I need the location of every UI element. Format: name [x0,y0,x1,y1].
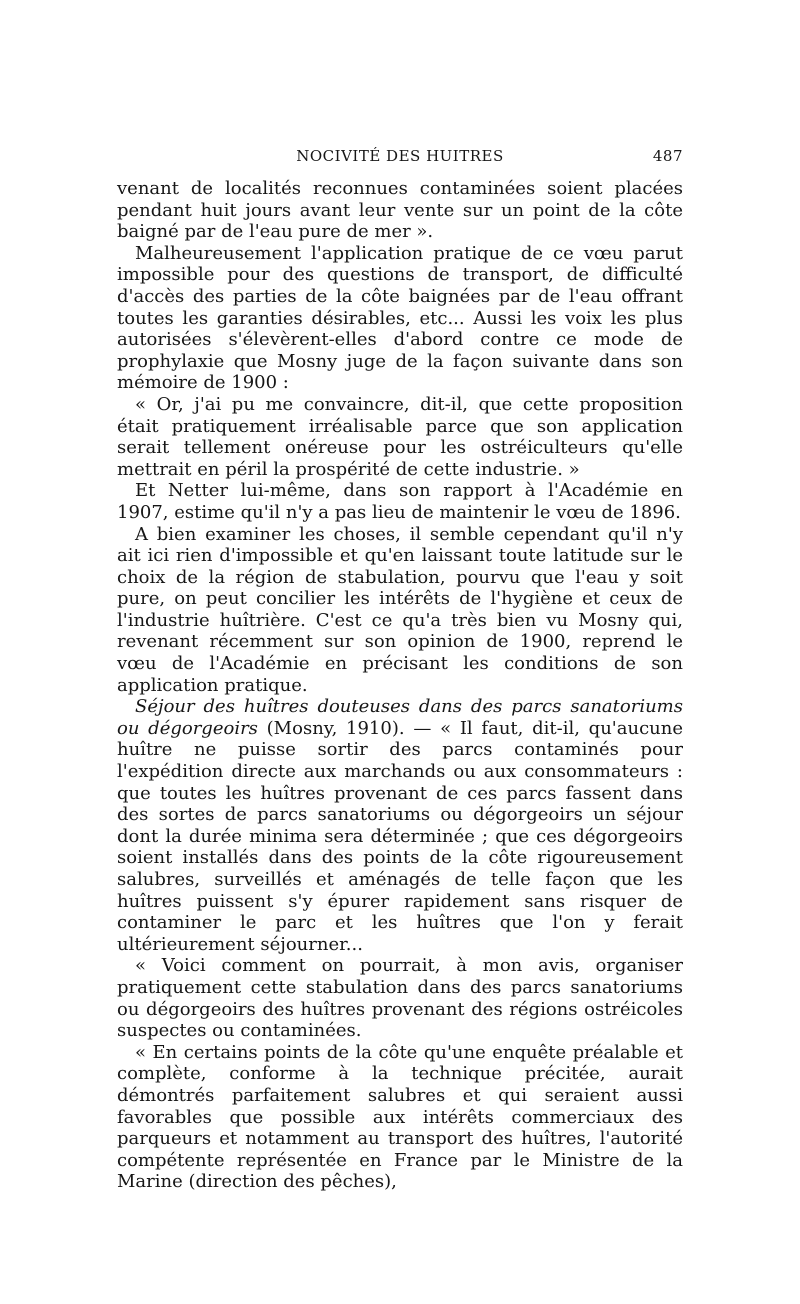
paragraph-quote [117,394,683,480]
paragraph-text: venant de localités reconnues contaminées soient placées pendant huit jours avant leur vente sur un point de la côte baigné par de l'eau pure de mer ». [117,178,683,243]
paragraph [117,480,683,523]
paragraph-text: « En certains points de la côte qu'une enquête préalable et complète, conforme à la technique précitée, aurait démontrés parfaitement salubres et qui seraient aussi favorables que possible aux intérêts commerciaux des parqueurs et notamment au transport des huîtres, l'autorité compétente représentée en France par le Ministre de la Marine (direction des pêches), [117,1041,683,1193]
running-title: NOCIVITÉ DES HUITRES [296,147,504,165]
body-text [117,178,683,1193]
paragraph-quote [117,955,683,1041]
paragraph [117,524,683,697]
paragraph-text: Et Netter lui-même, dans son rapport à l'Académie en 1907, estime qu'il n'y a pas lieu de maintenir le vœu de 1896. [117,480,683,523]
paragraph-text: A bien examiner les choses, il semble cependant qu'il n'y ait ici rien d'impossible et qu'en laissant toute latitude sur le choix de la région de stabulation, pourvu que l'eau y soit pure, on peut concilier les intérêts de l'hygiène et ceux de l'industrie huîtrière. C'est ce qu'a très bien vu Mosny qui, revenant récemment sur son opinion de 1900, reprend le vœu de l'Académie en précisant les conditions de son application pratique. [117,523,683,696]
paragraph [117,243,683,394]
section-lead-italic: Séjour des huîtres douteuses dans des parcs sanatoriums ou dégorgeoirs [117,696,683,739]
paragraph-section [117,696,683,955]
paragraph-continuation [117,178,683,243]
paragraph-text: « Or, j'ai pu me convaincre, dit-il, que cette proposition était pratiquement irréalisable parce que son application serait tellement onéreuse pour les ostréiculteurs qu'elle mettrait en péril la prospérité de cette industrie. » [117,393,683,480]
paragraph-quote [117,1042,683,1193]
paragraph-text: (Mosny, 1910). — « Il faut, dit-il, qu'aucune huître ne puisse sortir des parcs contaminés pour l'expédition directe aux marchands ou aux consommateurs : que toutes les huîtres provenant de ces parcs fassent dans des sortes de parcs sanatoriums ou dégorgeoirs un séjour dont la durée minima sera déterminée ; que ces dégorgeoirs soient installés dans des points de la côte rigoureusement salubres, surveillés et aménagés de telle façon que les huîtres puissent s'y épurer rapidement sans risquer de contaminer le parc et les huîtres que l'on y ferait ultérieurement séjourner... [117,717,683,955]
paragraph-text: « Voici comment on pourrait, à mon avis, organiser pratiquement cette stabulation dans des parcs sanatoriums ou dégorgeoirs des huîtres provenant des régions ostréicoles suspectes ou contaminées. [117,955,683,1042]
page-number: 487 [652,147,683,165]
book-page [117,140,683,1193]
paragraph-text: Malheureusement l'application pratique de ce vœu parut impossible pour des questions de transport, de difficulté d'accès des parties de la côte baignées par de l'eau offrant toutes les garanties désirables, etc... Aussi les voix les plus autorisées s'élevèrent-elles d'abord contre ce mode de prophylaxie que Mosny juge de la façon suivante dans son mémoire de 1900 : [117,242,683,394]
page-header [117,140,683,170]
